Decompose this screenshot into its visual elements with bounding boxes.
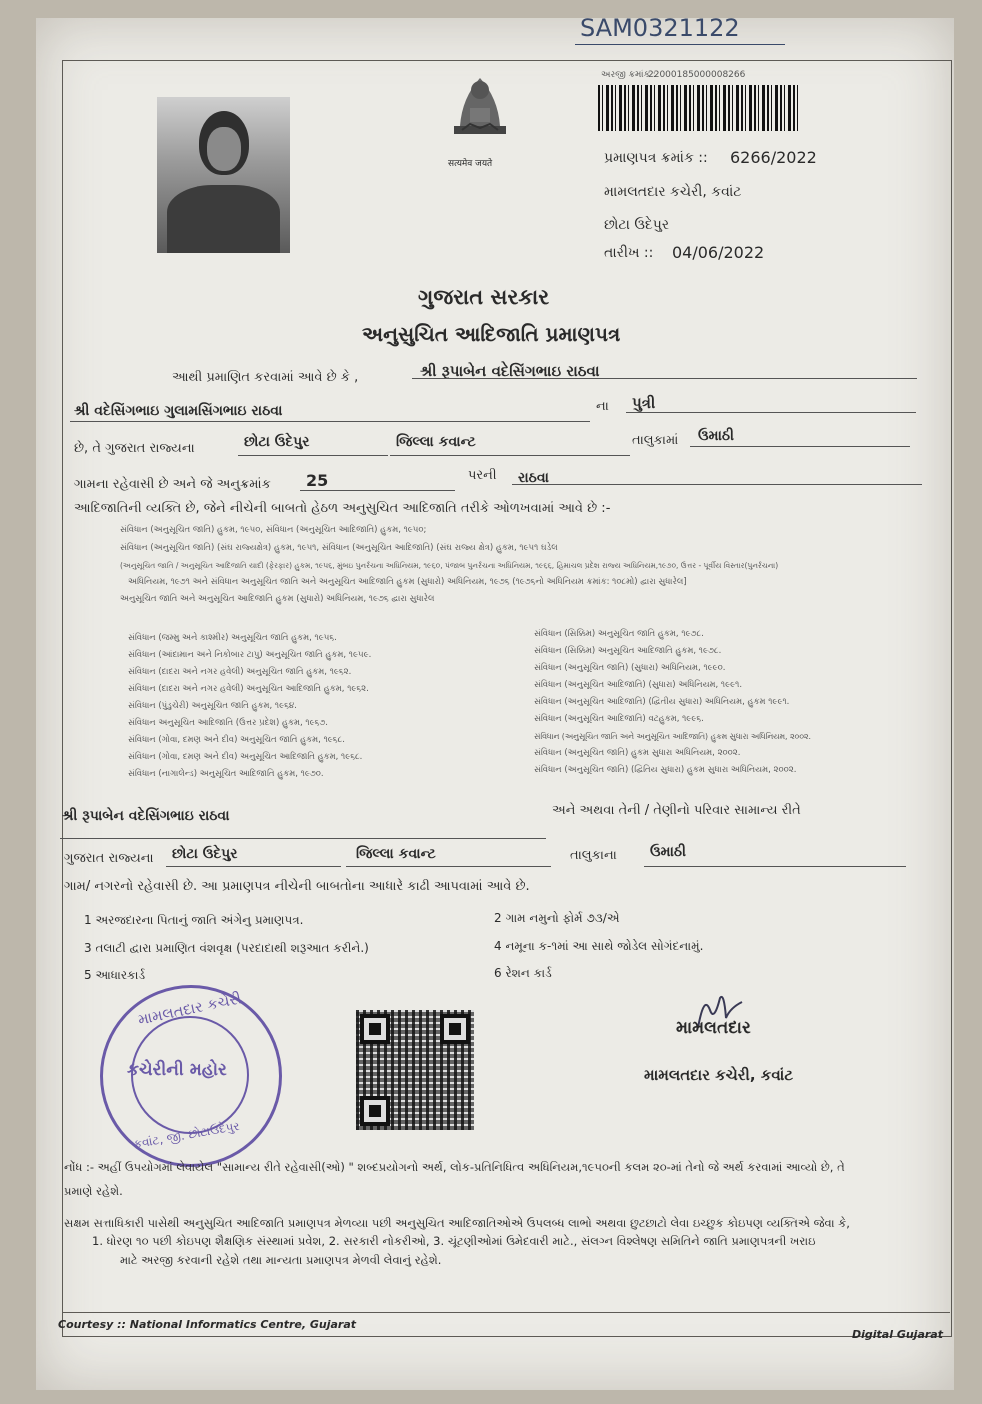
note-4: માટે અરજી કરવાની રહેશે તથા માન્યતા પ્રમાણપત્ર મેળવી લેવાનું રહેશે. bbox=[120, 1253, 442, 1267]
acts-right-9: સંવિધાન (અનુસૂચિત જાતિ) (દ્વિતિય સુધારા) હુકમ સુધારા અધિનિયમ, ૨૦૦૨. bbox=[534, 765, 797, 775]
note-1b: પ્રમાણે રહેશે. bbox=[64, 1184, 123, 1198]
document-1: 1 અરજદારના પિતાનું જાતિ અંગેનુ પ્રમાણપત્ર. bbox=[84, 913, 304, 927]
jillo-underline bbox=[390, 455, 630, 456]
acts-right-8: સંવિધાન (અનુસૂચિત જાતિ) હુકમ સુધારા અધિનિયમ, ૨૦૦૨. bbox=[534, 748, 741, 758]
heading-government: ગુજરાત સરકાર bbox=[418, 285, 550, 309]
acts-left-2: સંવિધાન (આંદામાન અને નિકોબાર ટાપુ) અનુસૂચિત જાતિ હુકમ, ૧૯૫૯. bbox=[128, 650, 372, 660]
acts-line-4: અધિનિયમ, ૧૯૭૧ અને સંવિધાન અનુસૂચિત જાતિ અને અનુસૂચિત આદિજાતિ હુકમ (સુધારો) અધિનિયમ, ૧૯૭૬ (૧૯૭૬નો અધિનિયમ ક્રમાંક: ૧૦૮મો) દ્વારા સુધારેલ] bbox=[128, 577, 687, 587]
acts-left-5: સંવિધાન (પુંડુચેરી) અનુસૂચિત જાતિ હુકમ, ૧૯૬૪. bbox=[128, 701, 297, 711]
taluka-label-2: તાલુકાના bbox=[570, 848, 617, 863]
barcode bbox=[598, 85, 798, 131]
seal-center-text: કચેરીની મહોર bbox=[127, 1060, 227, 1080]
acts-left-8: સંવિધાન (ગોવા, દમણ અને દીવ) અનુસૂચિત આદિજાતિ હુકમ, ૧૯૬૮. bbox=[128, 752, 363, 762]
footer-digital-gujarat: Digital Gujarat bbox=[852, 1328, 943, 1341]
emblem-caption: सत्यमेव जयते bbox=[448, 159, 493, 169]
relation-underline bbox=[626, 412, 916, 413]
heading-certificate: અનુસુચિત આદિજાતિ પ્રમાણપત્ર bbox=[362, 322, 621, 346]
name-underline bbox=[412, 378, 917, 379]
district-value-2: છોટા ઉદેપુર bbox=[172, 846, 238, 862]
state-label-2: ગુજરાત રાજ્યના bbox=[64, 851, 154, 866]
taluka-label: તાલુકામાં bbox=[632, 433, 679, 448]
na-label: ના bbox=[596, 399, 609, 414]
note-3: 1. ધોરણ ૧૦ પછી કોઇપણ શૈક્ષણિક સંસ્થામાં પ્રવેશ, 2. સરકારી નોકરીઓ, 3. ચૂંટણીઓમાં ઉમેદવારી માટે., સંલગ્ન વિશ્લેષણ સમિતિને જાતિ પ્રમાણપત્રની ખરાઇ bbox=[92, 1234, 816, 1248]
application-no-label: અરજી ક્રમાંક : bbox=[601, 70, 656, 80]
serial-underline bbox=[300, 490, 455, 491]
body-intro: આથી પ્રમાણિત કરવામાં આવે છે કે , bbox=[172, 370, 359, 385]
acts-line-2: સંવિધાન (અનુસૂચિત જાતિ) (સંઘ રાજ્યક્ષેત્ર) હુકમ, ૧૯૫૧, સંવિધાન (અનુસૂચિત આદિજાતિ) (સંઘ રાજ્ય ક્ષેત્ર) હુકમ, ૧૯૫૧ ઘડેલ bbox=[120, 543, 558, 553]
caste-underline bbox=[512, 484, 922, 485]
acts-line-1: સંવિધાન (અનુસૂચિત જાતિ) હુકમ, ૧૯૫૦, સંવિધાન (અનુસૂચિત આદિજાતિ) હુકમ, ૧૯૫૦; bbox=[120, 525, 427, 535]
basis-statement: ગામ/ નગરનો રહેવાસી છે. આ પ્રમાણપત્ર નીચેની બાબતોના આધારે કાઢી આપવામાં આવે છે. bbox=[64, 879, 530, 894]
acts-right-2: સંવિધાન (સિક્કિમ) અનુસૂચિત આદિજાતિ હુકમ, ૧૯૭૮. bbox=[534, 646, 722, 656]
national-emblem-icon bbox=[440, 68, 520, 164]
acts-left-9: સંવિધાન (નાગાલેન્ડ) અનુસૂચિત આદિજાતિ હુકમ, ૧૯૭૦. bbox=[128, 769, 324, 779]
document-4: 4 નમૂના ક-૧માં આ સાથે જોડેલ સોગંદનામું. bbox=[494, 939, 704, 953]
state-label: છે, તે ગુજરાત રાજ્યના bbox=[74, 441, 195, 456]
acts-right-1: સંવિધાન (સિક્કિમ) અનુસૂચિત જાતિ હુકમ, ૧૯૭૮. bbox=[534, 629, 704, 639]
acts-left-3: સંવિધાન (દાદરા અને નગર હવેલી) અનુસૂચિત જાતિ હુકમ, ૧૯૬૨. bbox=[128, 667, 352, 677]
resident-label: ગામના રહેવાસી છે અને જે અનુક્રમાંક bbox=[74, 477, 271, 492]
certificate-no-label: પ્રમાણપત્ર ક્રમાંક :: bbox=[604, 150, 708, 166]
village-underline-2 bbox=[644, 866, 906, 867]
jillo-value-2: જિલ્લા કવાન્ટ bbox=[356, 846, 436, 862]
acts-right-5: સંવિધાન (અનુસૂચિત આદિજાતિ) (દ્વિતીય સુધારા) અધિનિયમ, હુકમ ૧૯૯૧. bbox=[534, 697, 790, 707]
qr-code bbox=[356, 1010, 474, 1130]
document-2: 2 ગામ નમુનો ફોર્મ ૭૩/એ bbox=[494, 911, 620, 925]
office-seal bbox=[100, 985, 282, 1167]
acts-left-4: સંવિધાન (દાદરા અને નગર હવેલી) અનુસૂચિત આદિજાતિ હુકમ, ૧૯૬૨. bbox=[128, 684, 369, 694]
district-underline-2 bbox=[166, 866, 341, 867]
acts-right-4: સંવિધાન (અનુસૂચિત આદિજાતિ) (સુધારા) અધિનિયમ, ૧૯૯૧. bbox=[534, 680, 743, 690]
caste-value: રાઠવા bbox=[518, 470, 549, 486]
document-3: 3 તલાટી દ્વારા પ્રમાણિત વંશવૃક્ષ (પરદાદાથી શરૂઆત કરીને.) bbox=[84, 941, 369, 955]
seal-top-text: મામલતદાર કચેરી bbox=[136, 989, 244, 1029]
acts-left-7: સંવિધાન (ગોવા, દમણ અને દીવ) અનુસૂચિત જાતિ હુકમ, ૧૯૬૮. bbox=[128, 735, 345, 745]
footer-divider bbox=[62, 1312, 950, 1313]
acts-right-6: સંવિધાન (અનુસૂચિત આદિજાતિ) વટહુકમ, ૧૯૯૬. bbox=[534, 714, 704, 724]
acts-line-3: (અનુસૂચિત જાતિ / અનુસૂચિત આદિજાતિ યાદી (ફેરફાર) હુકમ, ૧૯૫૬, મુંબઇ પુનર્રચના અધિનિયમ, ૧૯૬૦, પંજાબ પુનર્રચના અધિનિયમ, ૧૯૬૬, હિમાચલ પ્રદેશ રાજ્ય અધિનિયમ,૧૯૭૦, ઉત્તર - પૂર્વીય વિસ્તાર(પુનર્રચના) bbox=[120, 561, 779, 570]
holder-name: શ્રી રૂપાબેન વદેસિંગભાઇ રાઠવા bbox=[420, 362, 600, 380]
jillo-underline-2 bbox=[346, 866, 551, 867]
handwritten-underline bbox=[575, 44, 785, 45]
holder-repeat-underline bbox=[60, 838, 546, 839]
signatory-office: મામલતદાર કચેરી, કવાંટ bbox=[644, 1066, 794, 1084]
certificate-no: 6266/2022 bbox=[730, 148, 817, 167]
document-5: 5 આધારકાર્ડ bbox=[84, 968, 146, 982]
district-underline bbox=[238, 455, 388, 456]
acts-left-1: સંવિધાન (જમ્મુ અને કાશ્મીર) અનુસૂચિત જાતિ હુકમ, ૧૯૫૬. bbox=[128, 633, 337, 643]
relation: પુત્રી bbox=[632, 394, 656, 412]
father-name: શ્રી વદેસિંગભાઇ ગુલામસિંગભાઇ રાઠવા bbox=[74, 403, 283, 419]
serial-no: 25 bbox=[306, 471, 329, 490]
seal-bottom-text: કવાંટ, જી. છોટાઉદેપુર bbox=[132, 1118, 241, 1152]
date-label: તારીખ :: bbox=[604, 245, 654, 261]
acts-line-5: અનુસૂચિત જાતિ અને અનુસૂચિત આદિજાતિ હુકમ (સુધારો) અધિનિયમ, ૧૯૭૬ દ્વારા સુધારેલ bbox=[120, 594, 435, 604]
village-value-2: ઉમાઠી bbox=[650, 844, 687, 860]
family-statement: અને અથવા તેની / તેણીનો પરિવાર સામાન્ય રીતે bbox=[552, 803, 801, 818]
district-value: છોટા ઉદેપુર bbox=[244, 434, 310, 450]
applicant-photo bbox=[157, 97, 290, 253]
village-underline bbox=[690, 446, 910, 447]
footer-courtesy: Courtesy :: National Informatics Centre, Gujarat bbox=[58, 1318, 357, 1331]
issuing-office: મામલતદાર કચેરી, કવાંટ bbox=[604, 184, 742, 200]
parni-label: પરની bbox=[468, 468, 497, 483]
holder-name-repeat: શ્રી રૂપાબેન વદેસિંગભાઇ રાઠવા bbox=[62, 808, 230, 824]
issue-date: 04/06/2022 bbox=[672, 243, 765, 262]
acts-right-7: સંવિધાન (અનુસૂચિત જાતિ અને અનુસૂચિત આદિજાતિ) હુકમ સુધારા અધિનિયમ, ૨૦૦૨. bbox=[534, 732, 811, 741]
note-1: નોંધ :- અહીં ઉપયોગમાં લેવાયેલ "સામાન્ય રીતે રહેવાસી(ઓ) " શબ્દપ્રયોગનો અર્થ, લોક-પ્રતિનિધિત્વ અધિનિયમ,૧૯૫૦ની કલમ ૨૦-માં તેનો જે અર્થ કરવામાં આવ્યો છે, તે bbox=[64, 1160, 845, 1174]
signatory-title: મામલતદાર bbox=[676, 1018, 751, 1038]
village-value: ઉમાઠી bbox=[698, 428, 735, 444]
identification-line: આદિજાતિની વ્યક્તિ છે, જેને નીચેની બાબતો હેઠળ અનુસુચિત આદિજાતિ તરીકે ઓળખવામાં આવે છે :- bbox=[74, 501, 611, 516]
acts-right-3: સંવિધાન (અનુસૂચિત જાતિ) (સુધારા) અધિનિયમ, ૧૯૯૦. bbox=[534, 663, 726, 673]
handwritten-ref: SAM0321122 bbox=[580, 14, 740, 42]
note-2: સક્ષમ સત્તાધિકારી પાસેથી અનુસુચિત આદિજાતિ પ્રમાણપત્ર મેળવ્યા પછી અનુસુચિત આદિજાતિઓએ ઉપલબ્ધ લાભો અથવા છુટછાટો લેવા ઇચ્છુક કોઇપણ વ્યક્તિએ જેવા કે, bbox=[64, 1216, 850, 1230]
issuing-district: છોટા ઉદેપુર bbox=[604, 217, 670, 233]
application-no: 22000185000008266 bbox=[648, 70, 746, 80]
father-underline bbox=[70, 421, 590, 422]
jillo-value: જિલ્લા કવાન્ટ bbox=[396, 434, 476, 450]
document-6: 6 રેશન કાર્ડ bbox=[494, 966, 552, 980]
acts-left-6: સંવિધાન અનુસૂચિત આદિજાતિ (ઉત્તર પ્રદેશ) હુકમ, ૧૯૬૭. bbox=[128, 718, 329, 728]
